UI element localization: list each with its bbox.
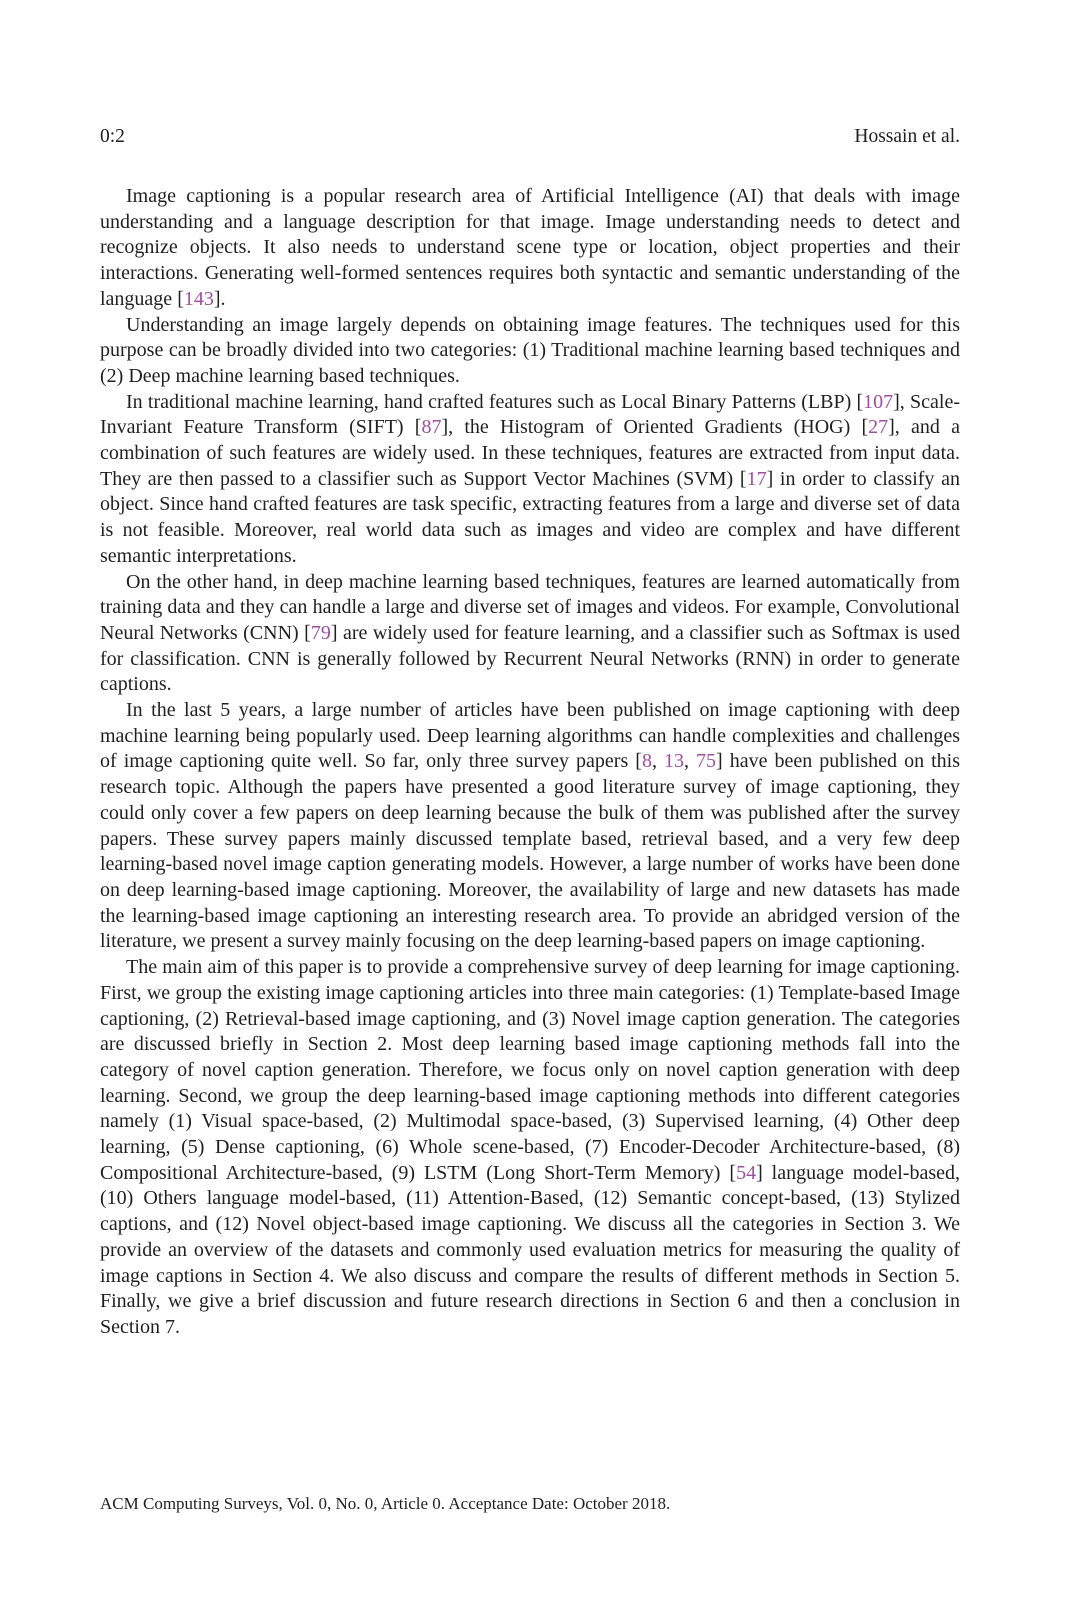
- text-run: ].: [213, 287, 226, 310]
- text-run: ], the Histogram of Oriented Gradients (HOG) [: [441, 416, 869, 439]
- citation-link[interactable]: 87: [421, 416, 442, 439]
- text-run: ], Scale-Invariant Feature Transform (SIFT) [: [100, 390, 960, 439]
- article-body: [100, 184, 960, 1341]
- citation-link[interactable]: 8: [641, 750, 652, 773]
- text-run: ,: [651, 750, 664, 773]
- citation-link[interactable]: 54: [736, 1161, 757, 1184]
- text-run: ], and a combination of such features are widely used. In these techniques, features are extracted from input data. They are then passed to a classifier such as Support Vector Machines (SVM) [: [100, 416, 960, 490]
- journal-line: ACM Computing Surveys, Vol. 0, No. 0, Article 0. Acceptance Date: October 2018.: [100, 1494, 671, 1513]
- citation-link[interactable]: 27: [868, 416, 889, 439]
- text-run: ,: [683, 750, 696, 773]
- citation-link[interactable]: 13: [663, 750, 684, 773]
- text-run: ] have been published on this research topic. Although the papers have presented a good literature survey of image captioning, they could only cover a few papers on deep learning because the bulk of them was published after the survey papers. These survey papers mainly discussed template based, retrieval based, and a very few deep learning-based novel image caption generating models. However, a large number of works have been done on deep learning-based image captioning. Moreover, the availability of large and new datasets has made the learning-based image captioning an interesting research area. To provide an abridged version of the literature, we present a survey mainly focusing on the deep learning-based papers on image captioning.: [100, 750, 960, 953]
- citation-link[interactable]: 143: [183, 287, 214, 310]
- citation-link[interactable]: 17: [746, 467, 767, 490]
- paragraph: [100, 955, 960, 1341]
- citation-link[interactable]: 79: [310, 621, 331, 644]
- page-header: [100, 126, 960, 148]
- paragraph: [100, 698, 960, 955]
- running-authors: Hossain et al.: [854, 126, 960, 147]
- paragraph: [100, 570, 960, 699]
- text-run: ] language model-based, (10) Others language model-based, (11) Attention-Based, (12) Semantic concept-based, (13) Stylized captions, and (12) Novel object-based image captioning. We discuss all the categories in Section 3. We provide an overview of the datasets and commonly used evaluation metrics for measuring the quality of image captions in Section 4. We also discuss and compare the results of different methods in Section 5. Finally, we give a brief discussion and future research directions in Section 6 and then a conclusion in Section 7.: [100, 1161, 960, 1338]
- paragraph: [100, 313, 960, 390]
- citation-link[interactable]: 107: [863, 390, 894, 413]
- page-number: 0:2: [100, 126, 125, 147]
- text-run: In traditional machine learning, hand crafted features such as Local Binary Patterns (LBP) [: [126, 390, 864, 413]
- text-run: ] are widely used for feature learning, and a classifier such as Softmax is used for classification. CNN is generally followed by Recurrent Neural Networks (RNN) in order to generate captions.: [100, 621, 960, 696]
- paragraph: [100, 184, 960, 313]
- text-run: Image captioning is a popular research area of Artificial Intelligence (AI) that deals with image understanding and a language description for that image. Image understanding needs to detect and recognize objects. It also needs to understand scene type or location, object properties and their interactions. Generating well-formed sentences requires both syntactic and semantic understanding of the language [: [100, 185, 960, 310]
- page-footer: [100, 1494, 960, 1514]
- text-run: The main aim of this paper is to provide a comprehensive survey of deep learning for image captioning. First, we group the existing image captioning articles into three main categories: (1) Template-based Image captioning, (2) Retrieval-based image captioning, and (3) Novel image caption generation. The categories are discussed briefly in Section 2. Most deep learning based image captioning methods fall into the category of novel caption generation. Therefore, we focus only on novel caption generation with deep learning. Second, we group the deep learning-based image captioning methods into different categories namely (1) Visual space-based, (2) Multimodal space-based, (3) Supervised learning, (4) Other deep learning, (5) Dense captioning, (6) Whole scene-based, (7) Encoder-Decoder Architecture-based, (8) Compositional Architecture-based, (9) LSTM (Long Short-Term Memory) [: [100, 956, 960, 1184]
- paragraph: [100, 390, 960, 570]
- text-run: ] in order to classify an object. Since hand crafted features are task specific, extracting features from a large and diverse set of data is not feasible. Moreover, real world data such as images and video are complex and have different semantic interpretations.: [100, 467, 960, 567]
- text-run: In the last 5 years, a large number of articles have been published on image captioning with deep machine learning being popularly used. Deep learning algorithms can handle complexities and challenges of image captioning quite well. So far, only three survey papers [: [100, 699, 960, 773]
- text-run: On the other hand, in deep machine learning based techniques, features are learned automatically from training data and they can handle a large and diverse set of images and videos. For example, Convolutional Neural Networks (CNN) [: [100, 570, 960, 644]
- text-run: Understanding an image largely depends on obtaining image features. The techniques used for this purpose can be broadly divided into two categories: (1) Traditional machine learning based techniques and (2) Deep machine learning based techniques.: [100, 313, 960, 387]
- citation-link[interactable]: 75: [696, 750, 716, 773]
